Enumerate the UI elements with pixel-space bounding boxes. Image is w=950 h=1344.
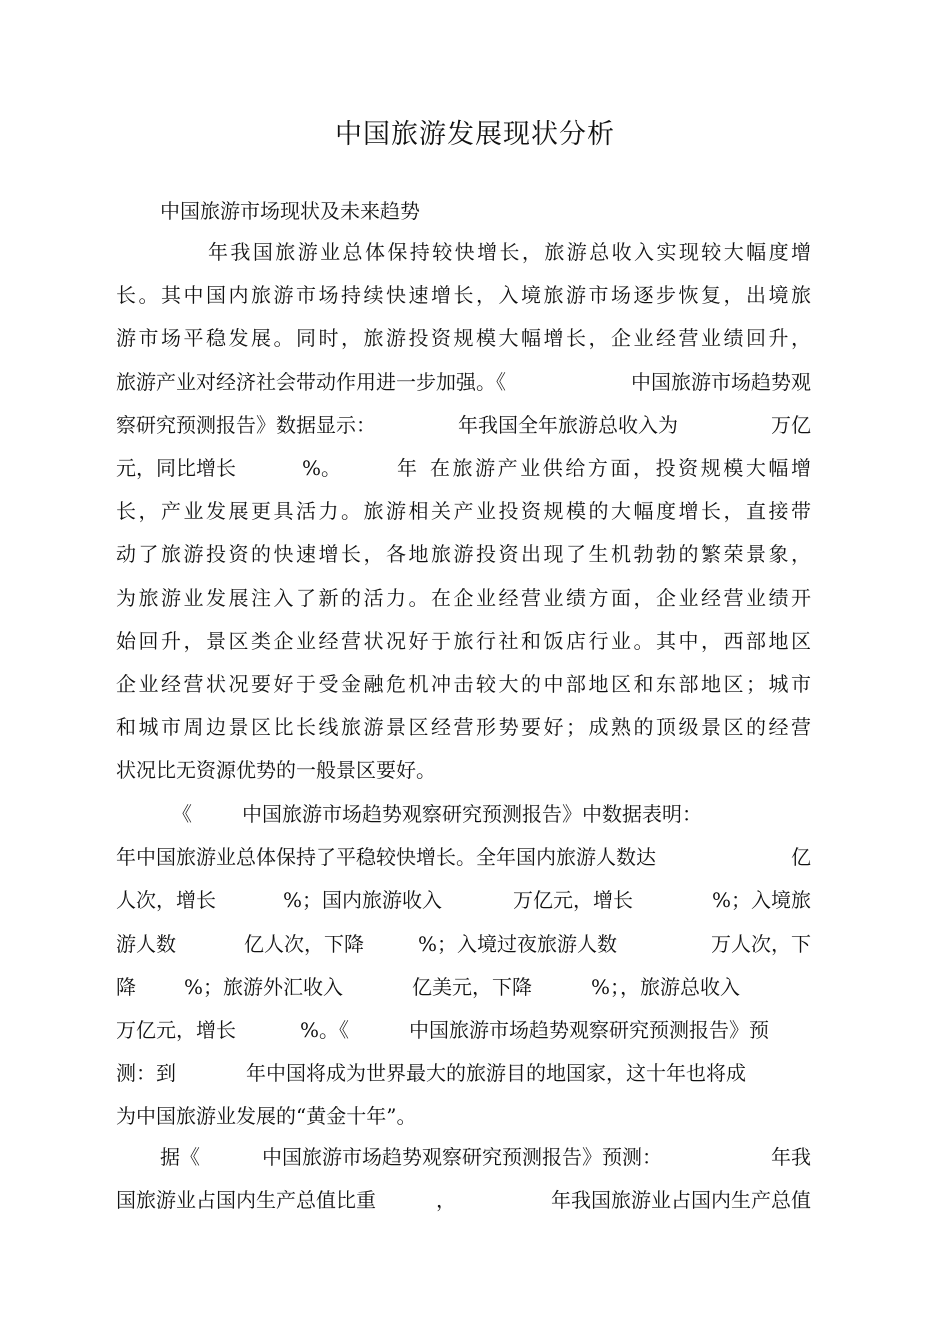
text-line <box>116 404 811 447</box>
text-line <box>116 577 811 620</box>
text-span: 中国旅游市场趋势观察研究预测报告》预 <box>409 1017 769 1042</box>
text-span: 旅游产业对经济社会带动作用进一步加强。《 <box>116 369 506 394</box>
text-line <box>116 749 811 792</box>
paragraph-2 <box>116 793 811 1139</box>
text-line <box>116 1095 811 1138</box>
text-span: 人次，增长 <box>116 888 216 913</box>
section-heading: 中国旅游市场现状及未来趋势 <box>160 199 420 223</box>
text-span: 据《 <box>160 1145 200 1169</box>
text-span: %；入境过夜旅游人数 <box>418 931 618 956</box>
text-line <box>116 793 811 836</box>
text-span: 《 <box>172 802 192 826</box>
text-span: 中国旅游市场趋势观 <box>631 369 811 394</box>
text-line <box>116 1179 811 1222</box>
paragraph-3 <box>116 1136 811 1222</box>
text-line <box>116 966 811 1009</box>
text-line <box>116 361 811 404</box>
text-span: 亿美元，下降 <box>412 974 532 999</box>
text-span: 亿人次，下降 <box>244 931 364 956</box>
text-line <box>116 317 811 360</box>
text-span: 年 <box>397 455 417 480</box>
text-span: 元，同比增长 <box>116 455 236 480</box>
text-span: 测：到 <box>116 1061 176 1086</box>
text-span: 年中国旅游业总体保持了平稳较快增长。全年国内旅游人数达 <box>116 845 656 870</box>
text-span: %。《 <box>300 1017 350 1042</box>
text-span: %；国内旅游收入 <box>283 888 443 913</box>
text-span: 万亿元，增长 <box>116 1017 236 1042</box>
text-line <box>116 836 811 879</box>
text-line <box>116 923 811 966</box>
text-span: 中国旅游市场趋势观察研究预测报告》预测： <box>262 1145 662 1169</box>
text-line <box>116 706 811 749</box>
text-span: 游人数 <box>116 931 176 956</box>
text-span: 和城市周边景区比长线旅游景区经营形势要好；成熟的顶级景区的经营 <box>116 715 811 740</box>
text-line <box>116 1052 811 1095</box>
text-line <box>116 490 811 533</box>
text-span: 动了旅游投资的快速增长，各地旅游投资出现了生机勃勃的繁荣景象， <box>116 542 811 567</box>
text-span: 为旅游业发展注入了新的活力。在企业经营业绩方面，企业经营业绩开 <box>116 585 811 610</box>
text-span: %。 <box>302 455 342 480</box>
text-span: 年我国旅游业总体保持较快增长，旅游总收入实现较大幅度增 <box>208 240 811 264</box>
text-span: 万亿元，增长 <box>513 888 633 913</box>
text-line <box>116 231 811 274</box>
text-span: 年我 <box>771 1145 811 1169</box>
text-span: 为中国旅游业发展的“黄金十年”。 <box>116 1104 417 1129</box>
text-span: %；，旅游总收入 <box>591 974 741 999</box>
text-span: 长。其中国内旅游市场持续快速增长，入境旅游市场逐步恢复，出境旅 <box>116 283 811 308</box>
document-title: 中国旅游发展现状分析 <box>335 119 615 150</box>
text-span: 在旅游产业供给方面，投资规模大幅增 <box>430 455 811 480</box>
text-line <box>116 879 811 922</box>
text-span: 国旅游业占国内生产总值比重 <box>116 1188 376 1213</box>
paragraph-1 <box>116 231 811 792</box>
text-span: 游市场平稳发展。同时，旅游投资规模大幅增长，企业经营业绩回升， <box>116 326 811 351</box>
text-span: 年我国全年旅游总收入为 <box>458 412 678 437</box>
text-span: %；入境旅 <box>711 888 811 913</box>
text-span: 企业经营状况要好于受金融危机冲击较大的中部地区和东部地区；城市 <box>116 671 811 696</box>
text-line <box>116 663 811 706</box>
text-line <box>116 447 811 490</box>
text-span: 年我国旅游业占国内生产总值 <box>551 1188 811 1213</box>
text-span: 年中国将成为世界最大的旅游目的地国家，这十年也将成 <box>246 1061 746 1086</box>
text-span: 长，产业发展更具活力。旅游相关产业投资规模的大幅度增长，直接带 <box>116 499 811 524</box>
text-span: 万人次，下 <box>711 931 811 956</box>
text-span: 始回升，景区类企业经营状况好于旅行社和饭店行业。其中，西部地区 <box>116 628 811 653</box>
text-span: ， <box>436 1188 456 1213</box>
text-span: 亿 <box>791 845 811 870</box>
text-line <box>116 1136 811 1179</box>
text-span: %；旅游外汇收入 <box>184 974 344 999</box>
text-line <box>116 1009 811 1052</box>
text-span: 降 <box>116 974 136 999</box>
text-line <box>116 274 811 317</box>
text-span: 察研究预测报告》数据显示： <box>116 412 376 437</box>
text-line <box>116 533 811 576</box>
text-span: 万亿 <box>771 412 811 437</box>
text-line <box>116 620 811 663</box>
text-span: 中国旅游市场趋势观察研究预测报告》中数据表明： <box>242 802 702 826</box>
text-span: 状况比无资源优势的一般景区要好。 <box>116 758 436 783</box>
